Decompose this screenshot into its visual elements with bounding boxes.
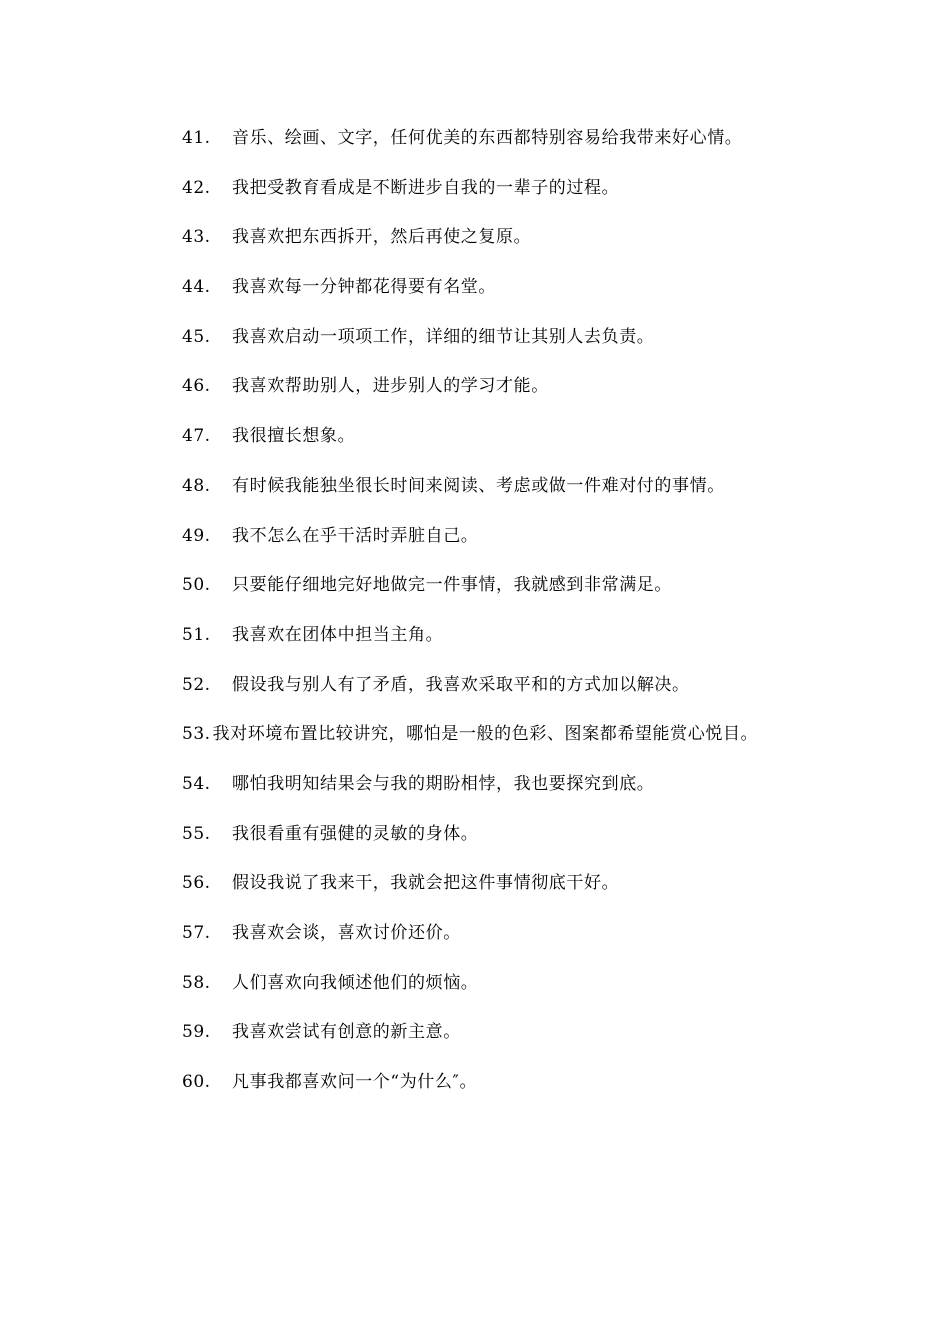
item-text: 我喜欢尝试有创意的新主意。 [232, 1022, 461, 1043]
item-text: 我喜欢帮助别人，进步别人的学习才能。 [232, 376, 549, 397]
list-item [182, 124, 882, 174]
list-item [182, 919, 882, 969]
item-text: 我很看重有强健的灵敏的身体。 [232, 823, 479, 844]
item-number: 50. [182, 575, 211, 596]
item-text: 我不怎么在乎干活时弄脏自己。 [232, 525, 479, 546]
item-number: 48. [182, 475, 211, 496]
item-number: 59. [182, 1022, 211, 1043]
list-item [182, 869, 882, 919]
list-item [182, 174, 882, 224]
item-number: 43. [182, 227, 211, 248]
item-text: 我很擅长想象。 [232, 426, 356, 447]
list-item [182, 671, 882, 721]
item-number: 45. [182, 326, 211, 347]
list-item [182, 422, 882, 472]
item-text: 我喜欢把东西拆开，然后再使之复原。 [232, 227, 532, 248]
item-text: 假设我与别人有了矛盾，我喜欢采取平和的方式加以解决。 [232, 674, 690, 695]
item-text: 我喜欢每一分钟都花得要有名堂。 [232, 277, 496, 298]
list-item [182, 472, 882, 522]
item-number: 58. [182, 972, 211, 993]
list-item [182, 323, 882, 373]
item-text: 我喜欢在团体中担当主角。 [232, 624, 444, 645]
list-item [182, 1018, 882, 1068]
item-number: 56. [182, 873, 211, 894]
item-number: 47. [182, 426, 211, 447]
item-number: 57. [182, 923, 211, 943]
item-text: 假设我说了我来干，我就会把这件事情彻底干好。 [232, 873, 620, 894]
list-item [182, 820, 882, 870]
list-item [182, 372, 882, 422]
item-text: 有时候我能独坐很长时间来阅读、考虑或做一件难对付的事情。 [232, 475, 725, 496]
item-number: 42. [182, 177, 211, 198]
item-text: 我把受教育看成是不断进步自我的一辈子的过程。 [232, 177, 620, 198]
list-item [182, 522, 882, 572]
item-text: 我对环境布置比较讲究，哪怕是一般的色彩、图案都希望能赏心悦目。 [212, 724, 759, 745]
item-text: 人们喜欢向我倾述他们的烦恼。 [232, 972, 479, 993]
item-number: 44. [182, 277, 211, 298]
list-item [182, 1068, 882, 1118]
item-number: 60. [182, 1072, 211, 1093]
item-number: 46. [182, 376, 211, 397]
item-text: 音乐、绘画、文字，任何优美的东西都特别容易给我带来好心情。 [232, 128, 743, 148]
item-number: 41. [182, 128, 211, 148]
item-text: 凡事我都喜欢问一个“为什么″。 [232, 1072, 478, 1093]
item-number: 51. [182, 624, 211, 645]
item-number: 49. [182, 525, 211, 546]
item-number: 54. [182, 773, 211, 794]
list-item [182, 720, 882, 770]
item-number: 53. [182, 724, 211, 745]
item-text: 我喜欢会谈，喜欢讨价还价。 [232, 923, 461, 943]
list-item [182, 273, 882, 323]
questionnaire-list [182, 124, 882, 1118]
item-number: 52. [182, 674, 211, 695]
item-text: 我喜欢启动一项项工作，详细的细节让其别人去负责。 [232, 326, 655, 347]
item-text: 哪怕我明知结果会与我的期盼相悖，我也要探究到底。 [232, 773, 655, 794]
list-item [182, 223, 882, 273]
item-number: 55. [182, 823, 211, 844]
list-item [182, 621, 882, 671]
list-item [182, 770, 882, 820]
item-text: 只要能仔细地完好地做完一件事情，我就感到非常满足。 [232, 575, 672, 596]
list-item [182, 571, 882, 621]
list-item [182, 969, 882, 1019]
